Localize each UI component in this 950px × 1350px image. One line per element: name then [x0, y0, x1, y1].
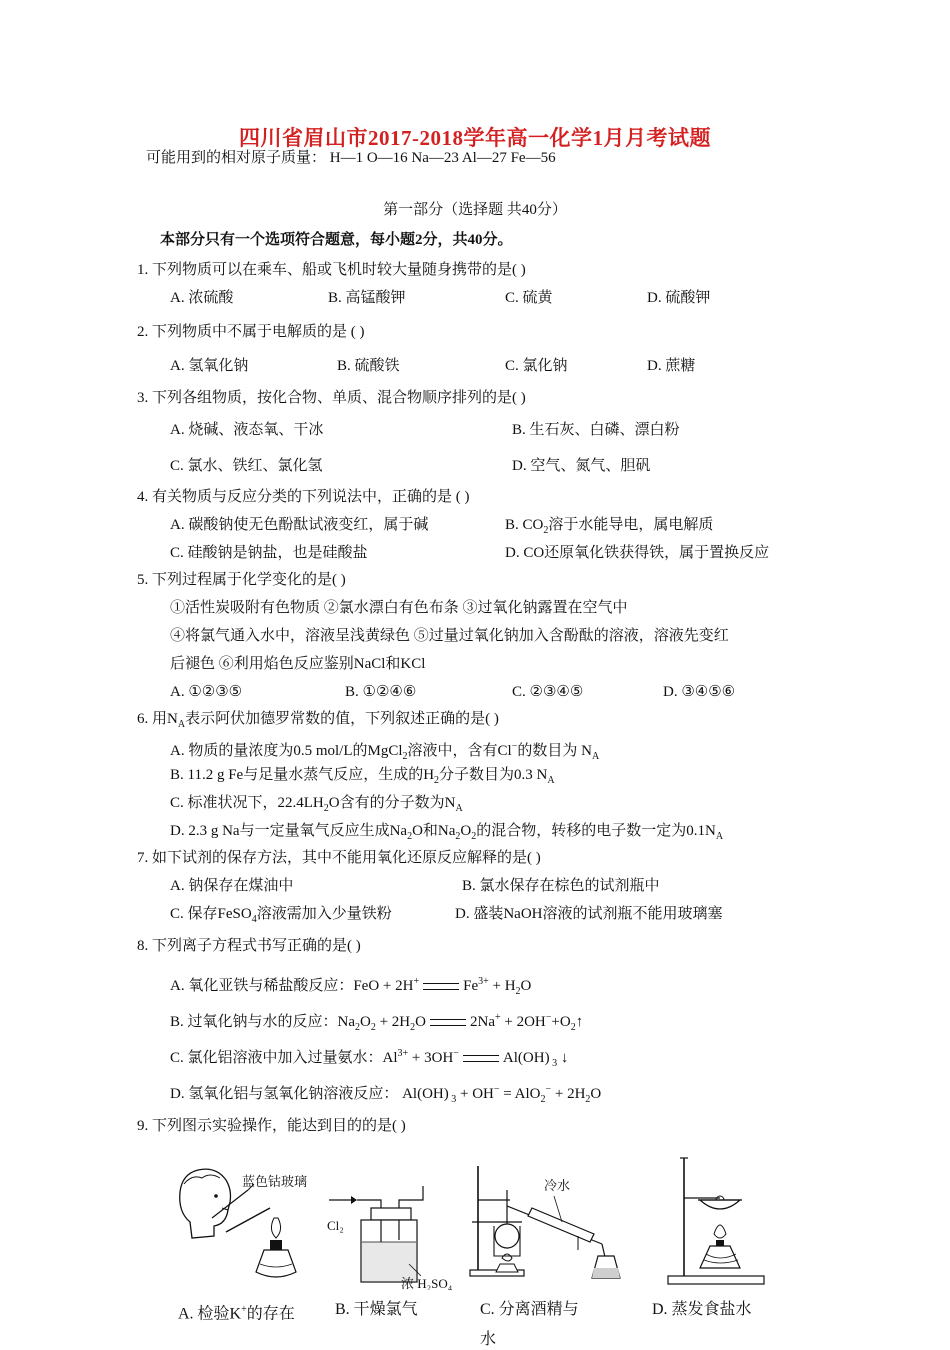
flame-icon — [714, 1225, 726, 1238]
fig-b-acid-label: 浓 H₂SO₄ — [401, 1276, 453, 1290]
q2-option-c: C. 氯化钠 — [505, 358, 568, 374]
figure-b-drying-cl2 — [325, 1160, 465, 1290]
q9-caption-c-cont: 水 — [480, 1331, 497, 1348]
atomic-mass-line: 可能用到的相对原子质量： H—1 O—16 Na—23 Al—27 Fe—56 — [146, 150, 556, 166]
figure-a-flame-test — [170, 1160, 320, 1290]
part1-heading: 第一部分（选择题 共40分） — [383, 202, 567, 218]
q3-option-b: B. 生石灰、白磷、漂白粉 — [512, 422, 680, 438]
q6-option-a: A. 物质的量浓度为0.5 mol/L的MgCl$_2$溶液中，含有Cl−的数目为 $N_A$ — [170, 741, 600, 762]
equals-sign-icon — [463, 1055, 499, 1062]
q7-stem: 7. 如下试剂的保存方法，其中不能用氧化还原反应解释的是( ) — [137, 850, 541, 866]
q8-option-d: D. 氢氧化铝与氢氧化钠溶液反应： Al(OH) $_3 + OH^- = AlO_2^- + 2H_2O$ — [170, 1084, 602, 1105]
q2-option-b: B. 硫酸铁 — [337, 358, 400, 374]
q1-option-c: C. 硫黄 — [505, 290, 553, 306]
q6-option-b: B. 11.2 g Fe与足量水蒸气反应，生成的$H_2$分子数目为0.3 $N_A$ — [170, 767, 555, 786]
q8-stem: 8. 下列离子方程式书写正确的是( ) — [137, 938, 361, 954]
flame-icon — [271, 1218, 280, 1238]
q2-option-a: A. 氢氧化钠 — [170, 358, 249, 374]
q6-option-d: D. 2.3 g Na与一定量氧气反应生成$Na_2O$和$Na_2O_2$的混合物，转移的电子数一定为$0.1N_A$ — [170, 823, 724, 842]
q3-option-a: A. 烧碱、液态氧、干冰 — [170, 422, 324, 438]
flame-icon — [502, 1254, 512, 1261]
q7-option-d: D. 盛装NaOH溶液的试剂瓶不能用玻璃塞 — [455, 906, 723, 922]
q6-option-c: C. 标准状况下，$22.4LH_2O$含有的分子数为$N_A$ — [170, 795, 463, 814]
equals-sign-icon — [423, 983, 459, 990]
q5-stem: 5. 下列过程属于化学变化的是( ) — [137, 572, 346, 588]
figure-d-evaporation — [660, 1150, 780, 1290]
page-title: 四川省眉山市2017-2018学年高一化学1月月考试题 — [239, 126, 711, 150]
q5-line-1: ①活性炭吸附有色物质 ②氯水漂白有色布条 ③过氧化钠露置在空气中 — [170, 600, 628, 616]
q8-option-a: A. 氧化亚铁与稀盐酸反应：FeO + 2H+ $Fe^{3+} + H_2O$ — [170, 976, 532, 997]
q7-option-a: A. 钠保存在煤油中 — [170, 878, 294, 894]
q4-option-d: D. CO还原氧化铁获得铁，属于置换反应 — [505, 545, 770, 561]
q2-option-d: D. 蔗糖 — [647, 358, 696, 374]
q4-option-a: A. 碳酸钠使无色酚酞试液变红，属于碱 — [170, 517, 429, 533]
q7-option-c: C. 保存FeSO$_4$溶液需加入少量铁粉 — [170, 906, 392, 925]
evaporating-dish-icon — [700, 1200, 740, 1209]
fig-b-cl2-label: Cl₂ — [327, 1218, 344, 1233]
q4-option-c: C. 硅酸钠是钠盐，也是硅酸盐 — [170, 545, 368, 561]
fig-a-label: 蓝色钴玻璃 — [242, 1174, 308, 1189]
q1-stem: 1. 下列物质可以在乘车、船或飞机时较大量随身携带的是( ) — [137, 262, 526, 278]
q7-option-b: B. 氯水保存在棕色的试剂瓶中 — [462, 878, 660, 894]
distilling-flask-icon — [495, 1224, 519, 1248]
alcohol-lamp-icon — [700, 1246, 740, 1268]
boy-head-icon — [180, 1169, 231, 1238]
stopper-icon — [371, 1208, 411, 1220]
q9-caption-a: A. 检验K+的存在 — [178, 1304, 295, 1323]
q9-stem: 9. 下列图示实验操作，能达到目的的是( ) — [137, 1118, 406, 1134]
q9-caption-d: D. 蒸发食盐水 — [652, 1301, 752, 1318]
q5-line-2: ④将氯气通入水中，溶液呈浅黄绿色 ⑤过量过氧化钠加入含酚酞的溶液，溶液先变红 — [170, 628, 729, 644]
q3-option-c: C. 氯水、铁红、氯化氢 — [170, 458, 323, 474]
q5-option-a: A. ①②③⑤ — [170, 684, 243, 700]
q9-caption-b: B. 干燥氯气 — [335, 1301, 418, 1318]
q3-stem: 3. 下列各组物质，按化合物、单质、混合物顺序排列的是( ) — [137, 390, 526, 406]
q2-stem: 2. 下列物质中不属于电解质的是 ( ) — [137, 324, 365, 340]
q5-option-d: D. ③④⑤⑥ — [663, 684, 736, 700]
q1-option-b: B. 高锰酸钾 — [328, 290, 406, 306]
figure-c-distillation — [462, 1160, 632, 1290]
part1-instruction: 本部分只有一个选项符合题意，每小题2分，共40分。 — [160, 232, 513, 248]
condenser-icon — [528, 1208, 594, 1242]
platinum-wire-icon — [226, 1208, 270, 1232]
q3-option-d: D. 空气、氮气、胆矾 — [512, 458, 651, 474]
q8-option-c: C. 氯化铝溶液中加入过量氨水：$Al^{3+} + 3OH^-$ Al(OH) $_3$ ↓ — [170, 1048, 569, 1069]
q8-option-b: B. 过氧化钠与水的反应：$Na_2O_2 + 2H_2O$ $2Na^+ + 2OH^-+O_2↑$ — [170, 1012, 584, 1033]
q9-caption-c: C. 分离酒精与 — [480, 1301, 579, 1318]
q4-stem: 4. 有关物质与反应分类的下列说法中，正确的是 ( ) — [137, 489, 470, 505]
q6-stem: 6. 用$N_A$表示阿伏加德罗常数的值，下列叙述正确的是( ) — [137, 711, 499, 730]
q5-option-b: B. ①②④⑥ — [345, 684, 417, 700]
q5-option-c: C. ②③④⑤ — [512, 684, 584, 700]
q1-option-a: A. 浓硫酸 — [170, 290, 234, 306]
q5-line-3: 后褪色 ⑥利用焰色反应鉴别NaCl和KCl — [170, 656, 426, 672]
q1-option-d: D. 硫酸钾 — [647, 290, 711, 306]
fig-c-label: 冷水 — [544, 1178, 571, 1193]
q4-option-b: B. $CO_2$溶于水能导电，属电解质 — [505, 517, 714, 536]
equals-sign-icon — [430, 1019, 466, 1026]
alcohol-lamp-icon — [256, 1250, 296, 1277]
